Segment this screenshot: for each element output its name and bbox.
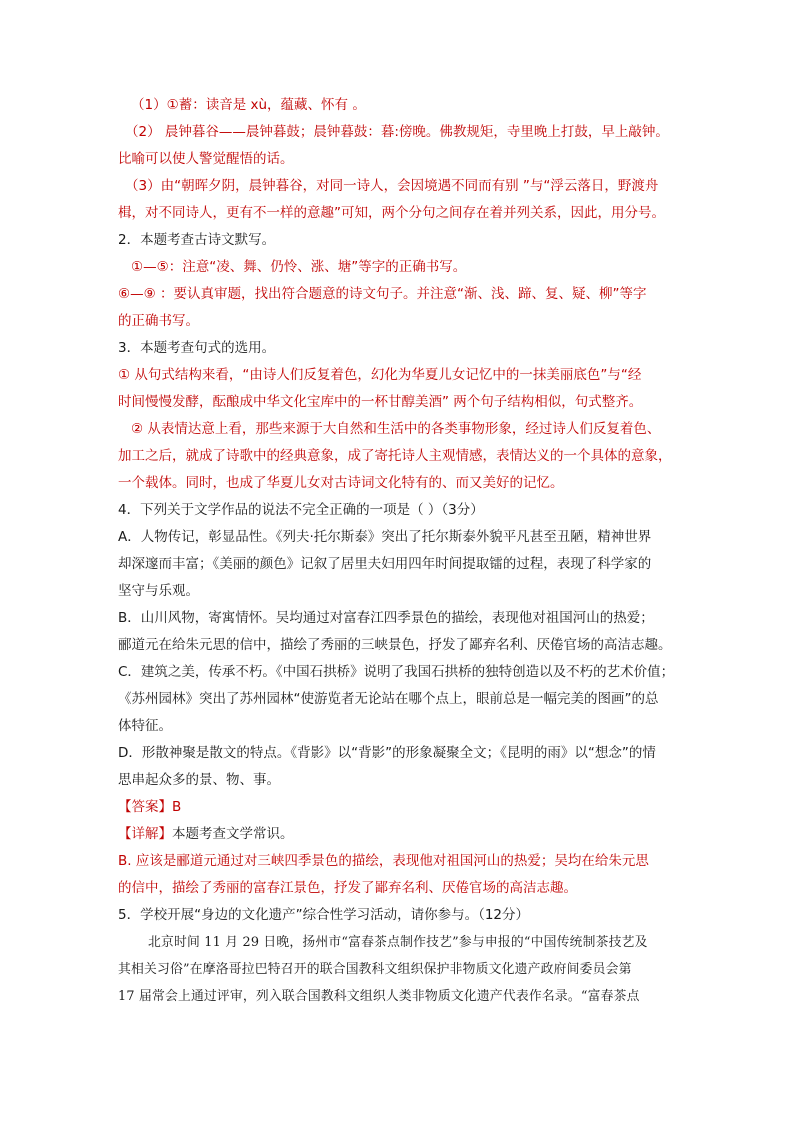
text-line (118, 173, 678, 200)
text-segment: ② 从表情达意上看，那些来源于大自然和生活中的各类事物形象，经过诗人们反复着色、 (131, 421, 661, 437)
text-segment: （1）①蓄：读音是 xù，蕴藏、怀有 。 (131, 97, 366, 113)
text-segment: B (172, 799, 182, 815)
text-segment: 坚守与乐观。 (118, 583, 199, 599)
text-line (118, 146, 678, 173)
text-line (118, 740, 678, 767)
text-segment: 的正确书写。 (118, 313, 199, 329)
text-segment: 体特征。 (118, 718, 172, 734)
text-line (118, 875, 678, 902)
text-line (118, 227, 678, 254)
text-segment: ① 从句式结构来看，“由诗人们反复着色，幻化为华夏儿女记忆中的一抹美丽底色”与“经 (118, 367, 642, 383)
text-segment: 思串起众多的景、物、事。 (118, 772, 280, 788)
text-segment: 5．学校开展“身边的文化遗产”综合性学习活动，请你参与。（12分） (118, 907, 530, 923)
text-line (118, 524, 678, 551)
text-segment: D．形散神聚是散文的特点。《背影》以“背影”的形象凝聚全文；《昆明的雨》以“想念”的情 (118, 745, 656, 761)
text-line (118, 659, 678, 686)
text-segment: 的信中，描绘了秀丽的富春江景色，抒发了鄙弃名利、厌倦官场的高洁志趣。 (118, 880, 577, 896)
text-line (118, 416, 678, 443)
text-line (118, 551, 678, 578)
text-line (118, 470, 678, 497)
text-segment: 2．本题考查古诗文默写。 (118, 232, 276, 248)
text-line (118, 902, 678, 929)
text-segment: ①—⑤：注意“凌、舞、仍怜、涨、塘”等字的正确书写。 (131, 259, 467, 275)
text-segment: B. 应该是郦道元通过对三峡四季景色的描绘，表现他对祖国河山的热爱；吴均在给朱元思 (118, 853, 649, 869)
text-segment: 【详解】 (118, 826, 172, 842)
text-line (118, 362, 678, 389)
text-line (118, 254, 678, 281)
text-line (118, 200, 678, 227)
text-segment: 一个载体。同时，也成了华夏儿女对古诗词文化特有的、而又美好的记忆。 (118, 475, 564, 491)
text-line (118, 281, 678, 308)
text-line (118, 686, 678, 713)
text-segment: （2） 晨钟暮谷——晨钟暮鼓；晨钟暮鼓：暮:傍晚。佛教规矩，寺里晚上打鼓，早上敲钟。 (125, 124, 669, 140)
text-segment: 郦道元在给朱元思的信中，描绘了秀丽的三峡景色，抒发了鄙弃名利、厌倦官场的高洁志趣。 (118, 637, 672, 653)
text-segment: 其相关习俗”在摩洛哥拉巴特召开的联合国教科文组织保护非物质文化遗产政府间委员会第 (118, 962, 632, 977)
text-segment: 《苏州园林》突出了苏州园林“使游览者无论站在哪个点上，眼前总是一幅完美的图画”的总 (118, 691, 659, 707)
text-segment: 比喻可以使人警觉醒悟的话。 (118, 151, 294, 167)
text-line (118, 605, 678, 632)
text-segment: 楫，对不同诗人，更有不一样的意趣”可知，两个分句之间存在着并列关系，因此，用分号。 (118, 205, 665, 221)
text-segment: 【答案】 (118, 799, 172, 815)
text-segment: 时间慢慢发酵，酝酿成中华文化宝库中的一杯甘醇美酒” 两个句子结构相似，句式整齐。 (118, 394, 643, 410)
text-segment: B．山川风物，寄寓情怀。吴均通过对富春江四季景色的描绘，表现他对祖国河山的热爱； (118, 610, 654, 626)
text-line (118, 983, 678, 1010)
text-line (118, 767, 678, 794)
text-segment: 加工之后，就成了诗歌中的经典意象，成了寄托诗人主观情感，表情达义的一个具体的意象， (118, 448, 672, 464)
text-line (118, 389, 678, 416)
document-body (118, 92, 678, 1010)
text-line (118, 497, 678, 524)
text-line (118, 632, 678, 659)
text-segment: 却深邃而丰富；《美丽的颜色》记叙了居里夫妇用四年时间提取镭的过程，表现了科学家的 (118, 556, 652, 572)
text-segment: 4．下列关于文学作品的说法不完全正确的一项是（ ）（3分） (118, 502, 484, 518)
text-segment: ⑥—⑨ ：要认真审题，找出符合题意的诗文句子。并注意“渐、浅、蹄、复、疑、柳”等字 (118, 286, 647, 302)
text-line (118, 821, 678, 848)
text-line (118, 713, 678, 740)
text-line (118, 308, 678, 335)
text-line (118, 848, 678, 875)
text-line (118, 956, 678, 983)
text-line (118, 794, 678, 821)
text-segment: 本题考查文学常识。 (172, 826, 294, 842)
text-segment: C．建筑之美，传承不朽。《中国石拱桥》说明了我国石拱桥的独特创造以及不朽的艺术价值； (118, 664, 675, 680)
text-segment: A．人物传记，彰显品性。《列夫·托尔斯泰》突出了托尔斯泰外貌平凡甚至丑陋，精神世界 (118, 529, 652, 545)
text-line (118, 578, 678, 605)
text-line (118, 335, 678, 362)
text-segment: 3．本题考查句式的选用。 (118, 340, 276, 356)
text-segment: 北京时间 11 月 29 日晚，扬州市“富春茶点制作技艺”参与申报的“中国传统制茶技艺及 (148, 935, 648, 950)
text-line (118, 443, 678, 470)
text-line (118, 119, 678, 146)
text-line (118, 929, 678, 956)
text-segment: （3）由“朝晖夕阴，晨钟暮谷，对同一诗人，会因境遇不同而有别 ”与“浮云落日，野渡舟 (125, 178, 659, 194)
text-line (118, 92, 678, 119)
text-segment: 17 届常会上通过评审，列入联合国教科文组织人类非物质文化遗产代表作名录。“富春茶点 (118, 989, 640, 1004)
